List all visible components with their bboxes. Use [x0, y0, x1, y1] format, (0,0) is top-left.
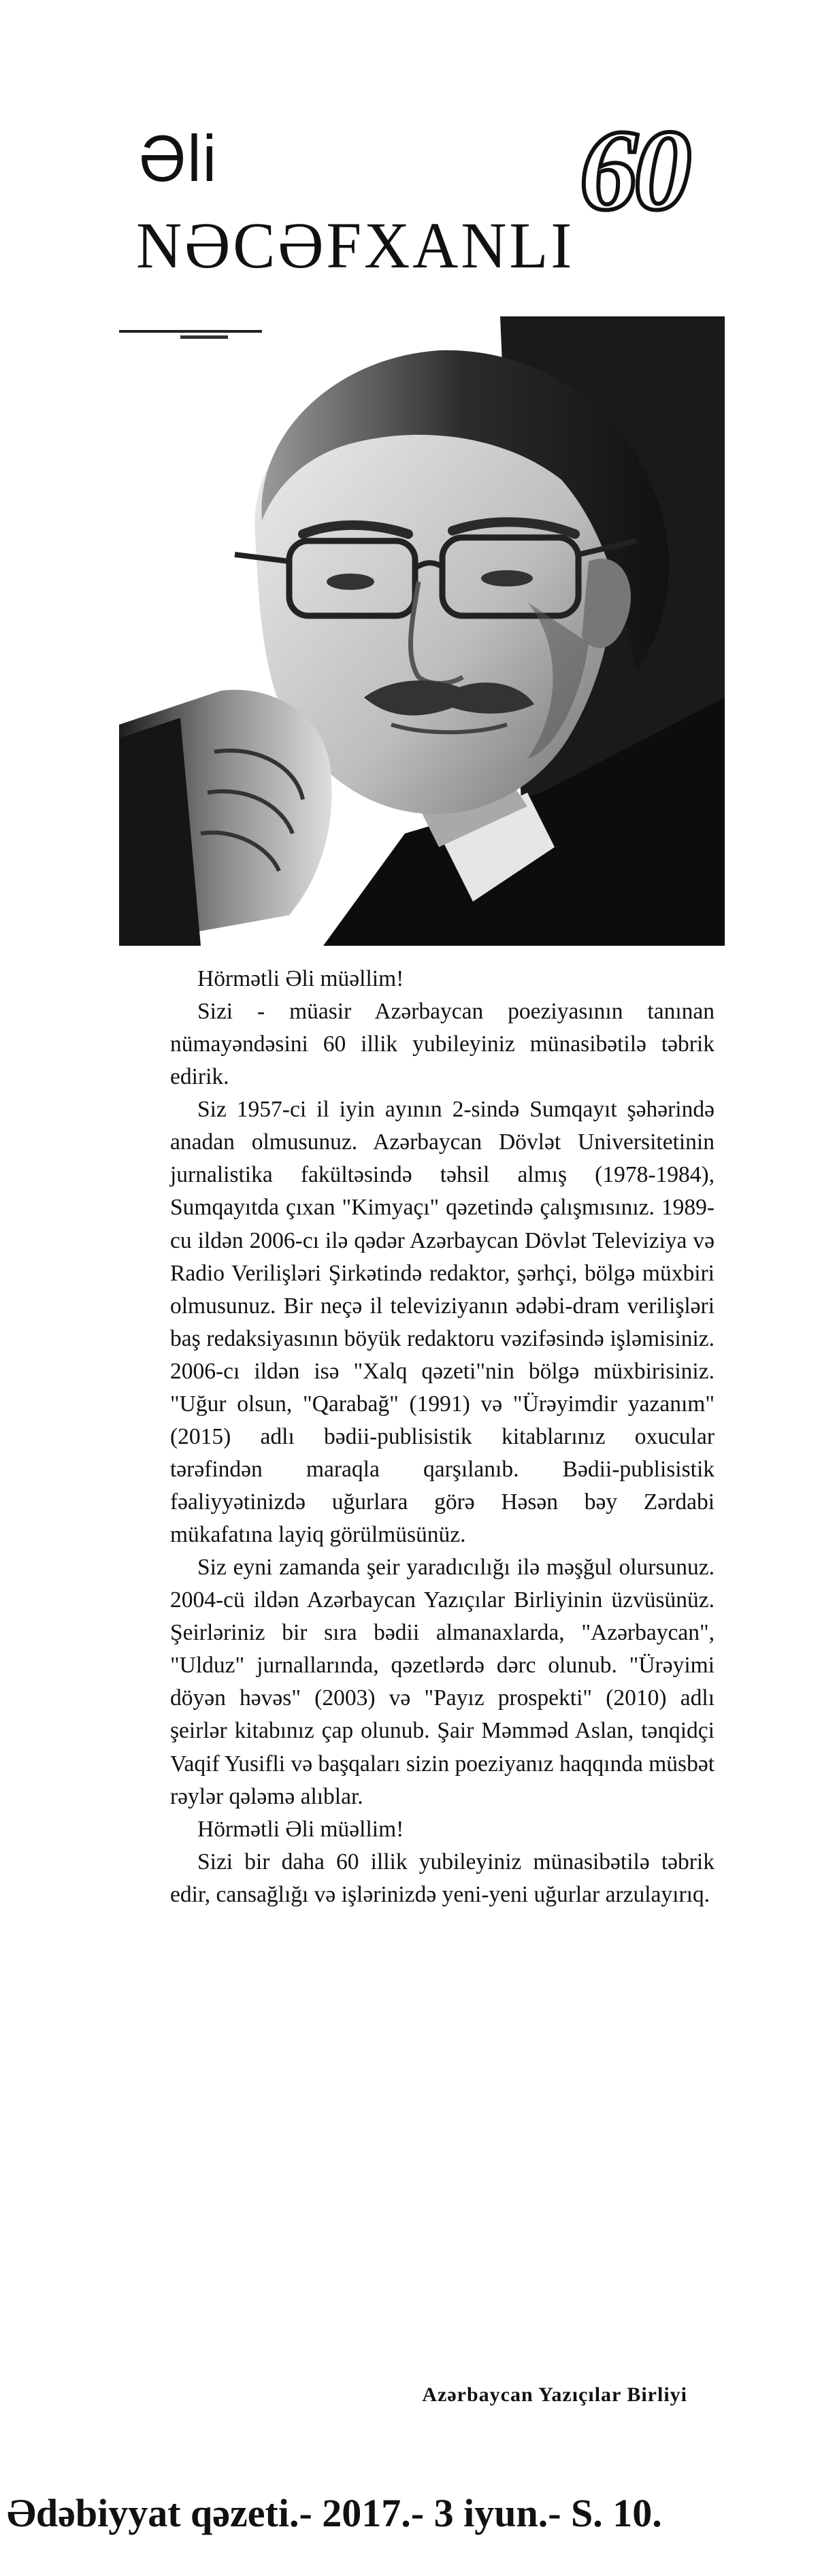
person-first-name: Əli [139, 122, 218, 195]
article-paragraph: Sizi bir daha 60 illik yubileyiniz münasibətilə təbrik edir, cansağlığı və işlərinizdə yeni-yeni uğurlar arzulayırıq. [170, 1849, 715, 1907]
article-paragraph: Sizi - müasir Azərbaycan poeziyasının tanınan nümayəndəsini 60 illik yubileyiniz münasibətilə təbrik edirik. [170, 999, 715, 1090]
article-body [170, 963, 715, 1911]
portrait-photo [119, 316, 725, 946]
salutation: Hörmətli Əli müəllim! [197, 1816, 404, 1842]
signature: Azərbaycan Yazıçılar Birliyi [422, 2383, 687, 2406]
article-header [136, 106, 749, 310]
article-paragraph: Siz eyni zamanda şeir yaradıcılığı ilə məşğul olursunuz. 2004-cü ildən Azərbaycan Yazıçılar Birliyinin üzvüsünüz. Şeirləriniz bir sıra bədii almanaxlarda, "Azərbaycan", "Ulduz" jurnallarında, qəzetlərdə dərc olunub. "Ürəyimi döyən həvəs" (2003) və "Payız prospekti" (2010) adlı şeirlər kitabınız çap olunub. Şair Məmməd Aslan, tənqidçi Vaqif Yusifli və başqaları sizin poeziyanız haqqında müsbət rəylər qələmə alıblar. [170, 1555, 715, 1809]
person-last-name: NƏCƏFXANLI [136, 209, 575, 282]
salutation: Hörmətli Əli müəllim! [197, 966, 404, 991]
jubilee-number: 60 [580, 106, 687, 234]
source-citation: Ədəbiyyat qəzeti.- 2017.- 3 iyun.- S. 10. [7, 2491, 662, 2535]
article-paragraph: Siz 1957-ci il iyin ayının 2-sində Sumqayıt şəhərində anadan olmusunuz. Azərbaycan Dövlət Universitetinin jurnalistika fakültəsində təhsil almış (1978-1984), Sumqayıtda çıxan "Kimyaçı" qəzetində çalışmısınız. 1989-cu ildən 2006-cı ilə qədər Azərbaycan Dövlət Televiziya və Radio Verilişləri Şirkətində redaktor, şərhçi, bölgə müxbiri olmusunuz. Bir neçə il televiziyanın ədəbi-dram verilişləri baş redaksiyasının böyük redaktoru vəzifəsində işləmisiniz. 2006-cı ildən isə "Xalq qəzeti"nin bölgə müxbirisiniz. "Uğur olsun, "Qarabağ" (1991) və "Ürəyimdir yazanım" (2015) adlı bədii-publisistik kitablarınız oxucular tərəfindən maraqla qarşılanıb. Bədii-publisistik fəaliyyətinizdə uğurlara görə Həsən bəy Zərdabi mükafatına layiq görülmüsünüz. [170, 1097, 715, 1548]
